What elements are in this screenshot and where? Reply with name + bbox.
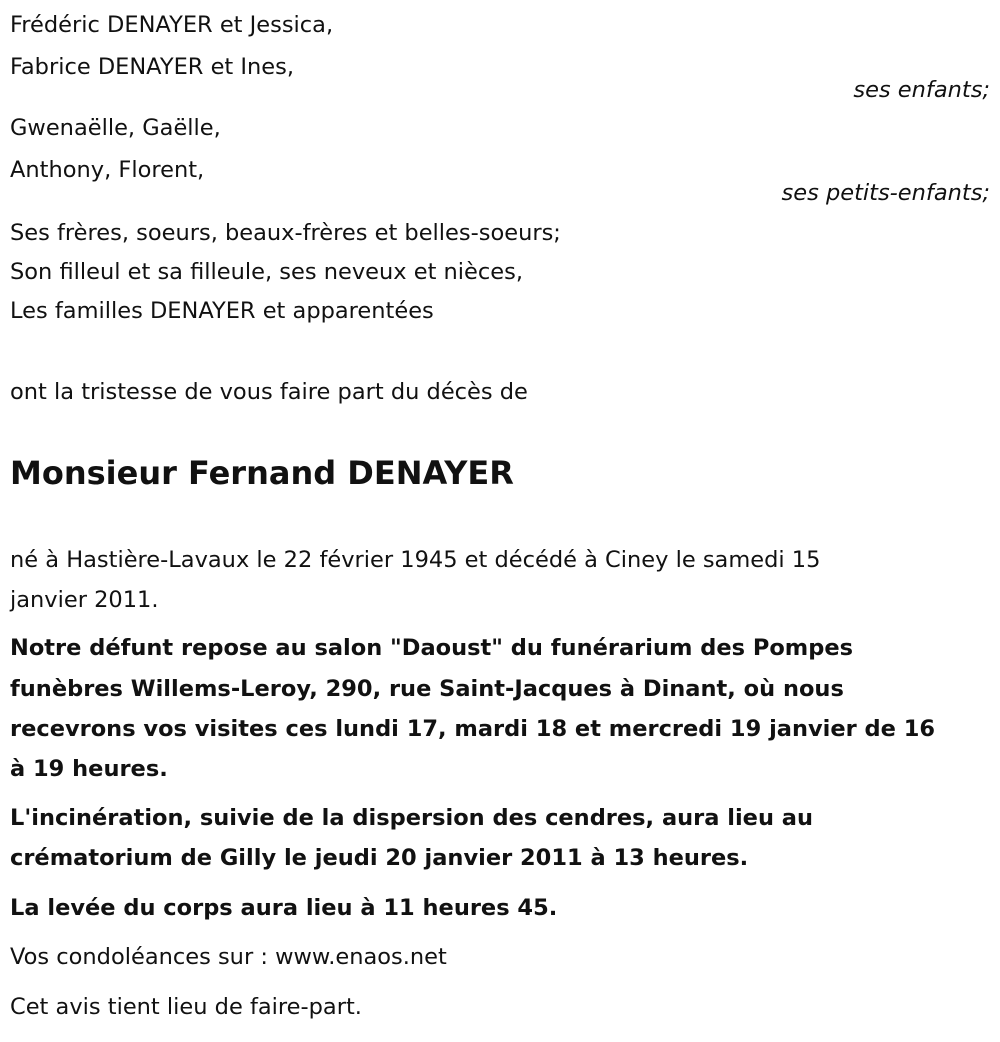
family-line: Ses frères, soeurs, beaux-frères et belles-soeurs; (10, 220, 561, 246)
closing-line: Cet avis tient lieu de faire-part. (10, 994, 362, 1020)
visitation-line: Notre défunt repose au salon "Daoust" du funérarium des Pompes (10, 635, 853, 661)
visitation-line: à 19 heures. (10, 756, 168, 782)
child-line: Fabrice DENAYER et Ines, (10, 54, 295, 80)
announcement: ont la tristesse de vous faire part du décès de (10, 379, 528, 405)
grandchild-line: Anthony, Florent, (10, 157, 205, 183)
birth-death-line: né à Hastière-Lavaux le 22 février 1945 et décédé à Ciney le samedi 15 (10, 547, 821, 573)
condolences-line: Vos condoléances sur : www.enaos.net (10, 944, 447, 970)
visitation-line: recevrons vos visites ces lundi 17, mardi 18 et mercredi 19 janvier de 16 (10, 716, 936, 742)
cremation-line: L'incinération, suivie de la dispersion des cendres, aura lieu au (10, 805, 813, 831)
departure-line: La levée du corps aura lieu à 11 heures 45. (10, 895, 558, 921)
family-line: Son filleul et sa filleule, ses neveux et nièces, (10, 259, 523, 285)
child-line: Frédéric DENAYER et Jessica, (10, 12, 334, 38)
grandchild-line: Gwenaëlle, Gaëlle, (10, 115, 221, 141)
visitation-line: funèbres Willems-Leroy, 290, rue Saint-Jacques à Dinant, où nous (10, 676, 844, 702)
cremation-line: crématorium de Gilly le jeudi 20 janvier 2011 à 13 heures. (10, 845, 749, 871)
birth-death-line: janvier 2011. (10, 587, 159, 613)
children-label: ses enfants; (853, 77, 990, 103)
family-line: Les familles DENAYER et apparentées (10, 298, 434, 324)
deceased-name: Monsieur Fernand DENAYER (10, 454, 514, 492)
grandchildren-label: ses petits-enfants; (781, 180, 990, 206)
